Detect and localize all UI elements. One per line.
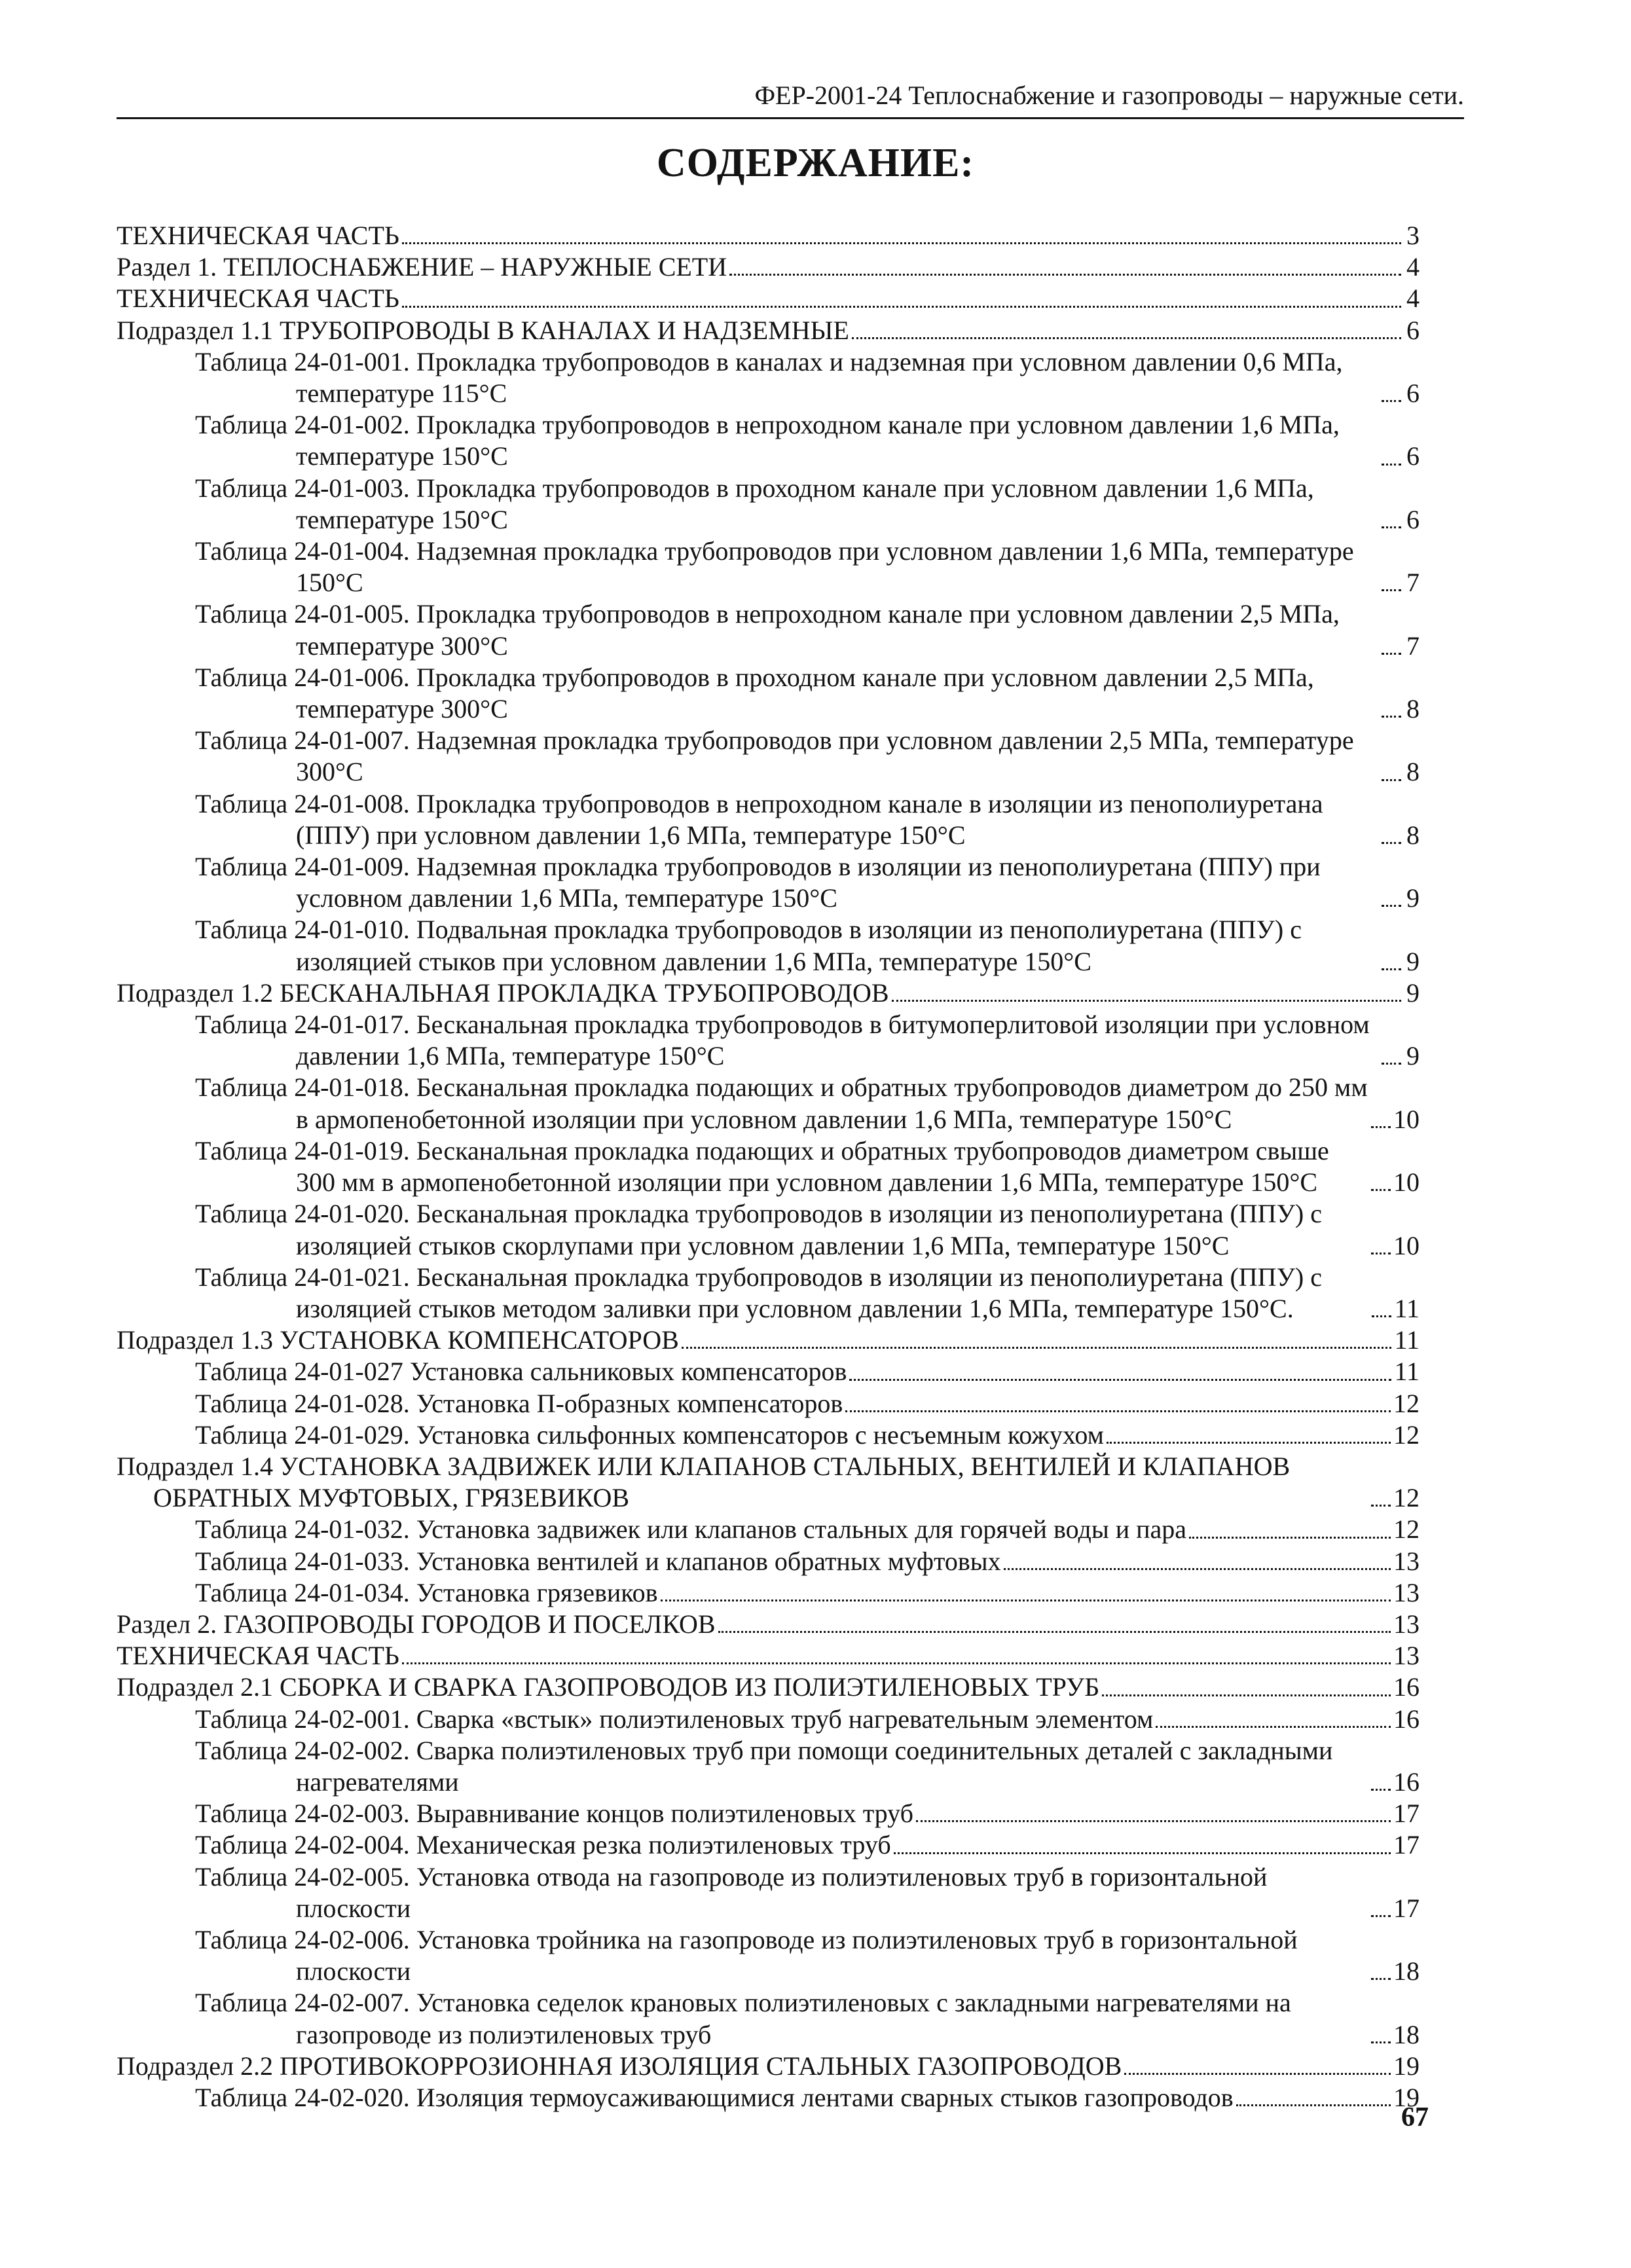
dot-leader	[1382, 779, 1401, 781]
dot-leader	[1371, 1789, 1391, 1791]
dot-leader	[894, 1852, 1391, 1854]
toc-entry-line	[117, 1262, 1394, 1325]
toc-entry-page: 11	[1394, 1357, 1420, 1387]
toc-entry-page: 16	[1393, 1704, 1420, 1734]
toc-entry-page: 13	[1393, 1609, 1420, 1639]
toc-entry-title: Подраздел 2.1 СБОРКА И СВАРКА ГАЗОПРОВОДОВ ИЗ ПОЛИЭТИЛЕНОВЫХ ТРУБ	[117, 1672, 1100, 1702]
dot-leader	[849, 1379, 1391, 1381]
toc-entry[interactable]	[117, 2051, 1420, 2082]
toc-entry-page: 18	[1393, 1956, 1420, 1986]
toc-entry-line	[117, 978, 1404, 1009]
dot-leader	[1102, 1694, 1391, 1696]
toc-entry-line	[117, 1198, 1393, 1261]
toc-entry[interactable]	[117, 1009, 1420, 1072]
dot-leader	[1382, 968, 1401, 970]
toc-entry[interactable]	[117, 598, 1420, 661]
toc-entry-title: Таблица 24-02-005. Установка отвода на газопроводе из полиэтиленовых труб в горизонтальной плоскости	[195, 1861, 1268, 1923]
table-of-contents	[117, 220, 1420, 2113]
toc-entry[interactable]	[117, 1798, 1420, 1829]
toc-entry[interactable]	[117, 1325, 1420, 1356]
toc-entry-page: 11	[1394, 1293, 1420, 1323]
toc-entry-line	[117, 1704, 1393, 1735]
toc-entry-title: Раздел 2. ГАЗОПРОВОДЫ ГОРОДОВ И ПОСЕЛКОВ	[117, 1609, 716, 1639]
toc-entry-title: Подраздел 1.1 ТРУБОПРОВОДЫ В КАНАЛАХ И НАДЗЕМНЫЕ	[117, 315, 849, 345]
page-number: 67	[1401, 2102, 1429, 2132]
toc-entry-line	[117, 1546, 1393, 1577]
dot-leader	[1382, 842, 1401, 844]
toc-entry-page: 19	[1393, 2051, 1420, 2081]
dot-leader	[1156, 1726, 1391, 1728]
toc-entry-line	[117, 315, 1404, 346]
toc-entry-title: Таблица 24-01-018. Бесканальная прокладка подающих и обратных трубопроводов диаметром до 250 мм в армопенобетонной изоляции при условном давлении 1,6 МПа, температуре 150°С	[195, 1072, 1368, 1134]
toc-entry-line	[117, 1924, 1393, 1987]
toc-entry-line	[117, 1672, 1393, 1703]
toc-entry-line	[117, 1325, 1394, 1356]
toc-entry[interactable]	[117, 1861, 1420, 1924]
dot-leader	[1382, 653, 1401, 655]
toc-entry[interactable]	[117, 409, 1420, 472]
toc-entry-line	[117, 1735, 1393, 1798]
toc-entry[interactable]	[117, 346, 1420, 409]
toc-entry-line	[117, 536, 1404, 598]
toc-entry-page: 16	[1393, 1672, 1420, 1702]
toc-entry-page: 10	[1393, 1230, 1420, 1260]
toc-entry-title: Таблица 24-01-028. Установка П-образных компенсаторов	[195, 1388, 843, 1418]
dot-leader	[402, 242, 1401, 244]
toc-entry[interactable]	[117, 1388, 1420, 1419]
toc-entry-title: Подраздел 2.2 ПРОТИВОКОРРОЗИОННАЯ ИЗОЛЯЦИЯ СТАЛЬНЫХ ГАЗОПРОВОДОВ	[117, 2051, 1122, 2081]
toc-entry-title: Таблица 24-01-009. Надземная прокладка трубопроводов в изоляции из пенополиуретана (ППУ) при условном давлении 1,6 МПа, температуре 150°С	[195, 852, 1321, 913]
toc-entry[interactable]	[117, 536, 1420, 598]
toc-entry-page: 6	[1406, 378, 1420, 409]
toc-entry-page: 12	[1393, 1514, 1420, 1545]
toc-entry[interactable]	[117, 251, 1420, 283]
dot-leader	[916, 1820, 1391, 1822]
toc-entry-line	[117, 1609, 1393, 1640]
toc-entry[interactable]	[117, 1135, 1420, 1198]
toc-entry-title: Таблица 24-01-002. Прокладка трубопроводов в непроходном канале при условном давлении 1,6 МПа, температуре 150°С	[195, 410, 1340, 471]
toc-entry-title: Таблица 24-01-007. Надземная прокладка трубопроводов при условном давлении 2,5 МПа, температуре 300°С	[195, 725, 1354, 787]
dot-leader	[1382, 464, 1401, 466]
toc-entry-title: Таблица 24-01-019. Бесканальная прокладка подающих и обратных трубопроводов диаметром свыше 300 мм в армопенобетонной изоляции при условном давлении 1,6 МПа, температуре 150°С	[195, 1135, 1329, 1198]
dot-leader	[1371, 1978, 1391, 1980]
toc-entry-title: Таблица 24-01-017. Бесканальная прокладка трубопроводов в битумоперлитовой изоляции при условном давлении 1,6 МПа, температуре 150°С	[195, 1010, 1370, 1071]
toc-entry-title: Подраздел 1.4 УСТАНОВКА ЗАДВИЖЕК ИЛИ КЛАПАНОВ СТАЛЬНЫХ, ВЕНТИЛЕЙ И КЛАПАНОВ ОБРАТНЫХ МУФТОВЫХ, ГРЯЗЕВИКОВ	[117, 1451, 1291, 1513]
toc-entry-title: ТЕХНИЧЕСКАЯ ЧАСТЬ	[117, 221, 399, 250]
toc-entry[interactable]	[117, 1356, 1420, 1387]
toc-entry[interactable]	[117, 662, 1420, 725]
toc-entry[interactable]	[117, 473, 1420, 536]
toc-entry[interactable]	[117, 2082, 1420, 2113]
toc-entry-page: 10	[1393, 1167, 1420, 1198]
dot-leader	[1124, 2073, 1391, 2075]
toc-entry-line	[117, 1451, 1393, 1514]
toc-entry-page: 7	[1406, 568, 1420, 598]
toc-entry[interactable]	[117, 1198, 1420, 1261]
toc-entry[interactable]	[117, 315, 1420, 346]
toc-entry-page: 6	[1406, 315, 1420, 345]
toc-entry-line	[117, 1640, 1393, 1672]
running-header	[117, 77, 1464, 119]
toc-entry-title: Таблица 24-02-001. Сварка «встык» полиэтиленовых труб нагревательным элементом	[195, 1704, 1154, 1734]
toc-entry-line	[117, 283, 1404, 314]
toc-entry-page: 13	[1393, 1641, 1420, 1671]
toc-entry[interactable]	[117, 1924, 1420, 1987]
toc-entry-title: Таблица 24-02-020. Изоляция термоусаживающимися лентами сварных стыков газопроводов	[195, 2082, 1234, 2112]
toc-entry[interactable]	[117, 1640, 1420, 1672]
toc-entry-page: 11	[1394, 1325, 1420, 1355]
toc-entry-page: 12	[1393, 1388, 1420, 1418]
toc-entry[interactable]	[117, 1419, 1420, 1451]
toc-entry-line	[117, 662, 1404, 725]
toc-entry-title: Таблица 24-01-010. Подвальная прокладка трубопроводов в изоляции из пенополиуретана (ППУ) с изоляцией стыков при условном давлении 1,6 МПа, температуре 150°С	[195, 915, 1302, 976]
toc-entry-line	[117, 725, 1404, 788]
dot-leader	[1382, 1063, 1401, 1065]
dot-leader	[402, 1662, 1391, 1664]
toc-entry-page: 8	[1406, 694, 1420, 724]
dot-leader	[1004, 1568, 1391, 1570]
dot-leader	[1371, 2041, 1391, 2043]
toc-entry-page: 17	[1393, 1799, 1420, 1829]
toc-entry[interactable]	[117, 1987, 1420, 2050]
dot-leader	[1382, 400, 1401, 402]
dot-leader	[852, 337, 1401, 339]
toc-entry-title: Таблица 24-01-029. Установка сильфонных компенсаторов с несъемным кожухом	[195, 1419, 1104, 1450]
toc-entry-line	[117, 1514, 1393, 1545]
toc-entry-line	[117, 914, 1404, 977]
toc-entry-title: Таблица 24-01-003. Прокладка трубопроводов в проходном канале при условном давлении 1,6 МПа, температуре 150°С	[195, 473, 1314, 534]
toc-entry-line	[117, 251, 1404, 283]
dot-leader	[845, 1410, 1391, 1412]
toc-entry-line	[117, 1072, 1393, 1135]
toc-entry-title: Таблица 24-01-034. Установка грязевиков	[195, 1577, 658, 1607]
toc-entry-page: 18	[1393, 2019, 1420, 2049]
toc-entry-line	[117, 851, 1404, 914]
toc-entry-line	[117, 346, 1404, 409]
toc-entry-line	[117, 1419, 1393, 1451]
toc-entry[interactable]	[117, 788, 1420, 851]
toc-entry[interactable]	[117, 1577, 1420, 1609]
toc-entry-line	[117, 1987, 1393, 2050]
toc-entry-title: Таблица 24-01-020. Бесканальная прокладка трубопроводов в изоляции из пенополиуретана (ППУ) с изоляцией стыков скорлупами при условном давлении 1,6 МПа, температуре 150°С	[195, 1199, 1322, 1260]
toc-entry-page: 4	[1406, 252, 1420, 282]
toc-entry-title: Таблица 24-01-027 Установка сальниковых компенсаторов	[195, 1357, 847, 1387]
dot-leader	[1382, 716, 1401, 718]
toc-entry[interactable]	[117, 220, 1420, 251]
toc-entry-page: 3	[1406, 221, 1420, 250]
toc-entry-page: 9	[1406, 883, 1420, 913]
toc-entry-line	[117, 1577, 1393, 1609]
toc-entry[interactable]	[117, 1451, 1420, 1514]
toc-entry[interactable]	[117, 283, 1420, 314]
toc-entry-line	[117, 1356, 1394, 1387]
toc-entry-page: 9	[1406, 978, 1420, 1008]
toc-entry-page: 12	[1393, 1419, 1420, 1450]
toc-entry-title: Таблица 24-01-021. Бесканальная прокладка трубопроводов в изоляции из пенополиуретана (ППУ) с изоляцией стыков методом заливки при условном давлении 1,6 МПа, температуре 150°С.	[195, 1262, 1322, 1323]
toc-entry-page: 10	[1393, 1104, 1420, 1134]
toc-entry[interactable]	[117, 1609, 1420, 1640]
toc-entry[interactable]	[117, 1262, 1420, 1325]
dot-leader	[1371, 1253, 1391, 1254]
dot-leader	[402, 306, 1401, 308]
toc-entry-line	[117, 1388, 1393, 1419]
toc-entry-title: Таблица 24-01-005. Прокладка трубопроводов в непроходном канале при условном давлении 2,5 МПа, температуре 300°С	[195, 599, 1340, 661]
toc-entry-page: 12	[1393, 1483, 1420, 1513]
toc-entry-page: 19	[1393, 2082, 1420, 2112]
toc-entry-page: 9	[1406, 1041, 1420, 1071]
toc-entry-title: Таблица 24-02-006. Установка тройника на газопроводе из полиэтиленовых труб в горизонтальной плоскости	[195, 1924, 1298, 1986]
toc-entry[interactable]	[117, 978, 1420, 1009]
toc-entry-page: 6	[1406, 441, 1420, 471]
toc-entry[interactable]	[117, 1072, 1420, 1135]
toc-entry-title: Таблица 24-01-008. Прокладка трубопроводов в непроходном канале в изоляции из пенополиуретана (ППУ) при условном давлении 1,6 МПа, температуре 150°С	[195, 788, 1323, 850]
toc-entry-line	[117, 1135, 1393, 1198]
toc-entry[interactable]	[117, 1546, 1420, 1577]
toc-entry[interactable]	[117, 1829, 1420, 1861]
toc-entry[interactable]	[117, 1735, 1420, 1798]
toc-entry-line	[117, 409, 1404, 472]
toc-entry-line	[117, 1829, 1393, 1861]
toc-entry-line	[117, 220, 1404, 251]
dot-leader	[661, 1600, 1391, 1601]
dot-leader	[1371, 1126, 1391, 1128]
dot-leader	[1371, 1189, 1391, 1191]
toc-entry[interactable]	[117, 851, 1420, 914]
dot-leader	[1236, 2104, 1391, 2106]
toc-entry-page: 9	[1406, 946, 1420, 976]
toc-entry-line	[117, 2082, 1393, 2113]
dot-leader	[1382, 905, 1401, 907]
toc-entry-page: 16	[1393, 1766, 1420, 1797]
page-title: СОДЕРЖАНИЕ:	[656, 141, 975, 185]
toc-entry-line	[117, 1798, 1393, 1829]
toc-entry-line	[117, 1861, 1393, 1924]
toc-entry-line	[117, 1009, 1404, 1072]
dot-leader	[729, 274, 1401, 276]
toc-entry-title: Таблица 24-01-032. Установка задвижек или клапанов стальных для горячей воды и пара	[195, 1514, 1187, 1545]
toc-entry-title: Таблица 24-02-004. Механическая резка полиэтиленовых труб	[195, 1830, 891, 1860]
toc-entry-title: Раздел 1. ТЕПЛОСНАБЖЕНИЕ – НАРУЖНЫЕ СЕТИ	[117, 252, 727, 282]
toc-entry-title: Подраздел 1.2 БЕСКАНАЛЬНАЯ ПРОКЛАДКА ТРУБОПРОВОДОВ	[117, 978, 889, 1008]
dot-leader	[1189, 1537, 1391, 1539]
dot-leader	[682, 1347, 1392, 1349]
toc-entry-line	[117, 473, 1404, 536]
toc-entry-title: Таблица 24-01-033. Установка вентилей и клапанов обратных муфтовых	[195, 1546, 1001, 1576]
dot-leader	[1382, 589, 1401, 591]
toc-entry-page: 8	[1406, 820, 1420, 850]
dot-leader	[1372, 1315, 1391, 1317]
toc-entry-page: 8	[1406, 757, 1420, 787]
toc-entry-line	[117, 598, 1404, 661]
toc-entry-page: 17	[1393, 1893, 1420, 1923]
dot-leader	[718, 1631, 1391, 1633]
running-header-text: ФЕР-2001-24 Теплоснабжение и газопроводы – наружные сети.	[754, 81, 1464, 110]
toc-entry-title: Таблица 24-02-003. Выравнивание концов полиэтиленовых труб	[195, 1799, 913, 1829]
toc-entry-page: 13	[1393, 1546, 1420, 1576]
dot-leader	[1371, 1505, 1391, 1507]
toc-entry-line	[117, 788, 1404, 851]
toc-entry-title: ТЕХНИЧЕСКАЯ ЧАСТЬ	[117, 1641, 399, 1671]
toc-entry-title: Таблица 24-01-004. Надземная прокладка трубопроводов при условном давлении 1,6 МПа, температуре 150°С	[195, 536, 1354, 598]
toc-entry[interactable]	[117, 1672, 1420, 1703]
toc-entry-page: 17	[1393, 1830, 1420, 1860]
header-rule	[117, 117, 1464, 119]
dot-leader	[1371, 1915, 1391, 1917]
toc-entry-title: Подраздел 1.3 УСТАНОВКА КОМПЕНСАТОРОВ	[117, 1325, 679, 1355]
toc-entry-page: 13	[1393, 1577, 1420, 1607]
toc-entry-page: 7	[1406, 631, 1420, 661]
toc-entry-title: Таблица 24-02-007. Установка седелок крановых полиэтиленовых с закладными нагревателями на газопроводе из полиэтиленовых труб	[195, 1988, 1291, 2049]
dot-leader	[1107, 1442, 1391, 1444]
toc-entry[interactable]	[117, 1704, 1420, 1735]
dot-leader	[892, 1000, 1401, 1002]
toc-entry-page: 4	[1406, 284, 1420, 314]
toc-entry[interactable]	[117, 914, 1420, 977]
toc-entry[interactable]	[117, 725, 1420, 788]
toc-entry[interactable]	[117, 1514, 1420, 1545]
toc-entry-page: 6	[1406, 504, 1420, 534]
toc-entry-title: Таблица 24-01-001. Прокладка трубопроводов в каналах и надземная при условном давлении 0,6 МПа, температуре 115°С	[195, 346, 1343, 409]
toc-entry-line	[117, 2051, 1393, 2082]
toc-entry-title: Таблица 24-02-002. Сварка полиэтиленовых труб при помощи соединительных деталей с закладными нагревателями	[195, 1735, 1333, 1797]
toc-entry-title: Таблица 24-01-006. Прокладка трубопроводов в проходном канале при условном давлении 2,5 МПа, температуре 300°С	[195, 662, 1314, 724]
dot-leader	[1382, 526, 1401, 528]
toc-entry-title: ТЕХНИЧЕСКАЯ ЧАСТЬ	[117, 284, 399, 314]
